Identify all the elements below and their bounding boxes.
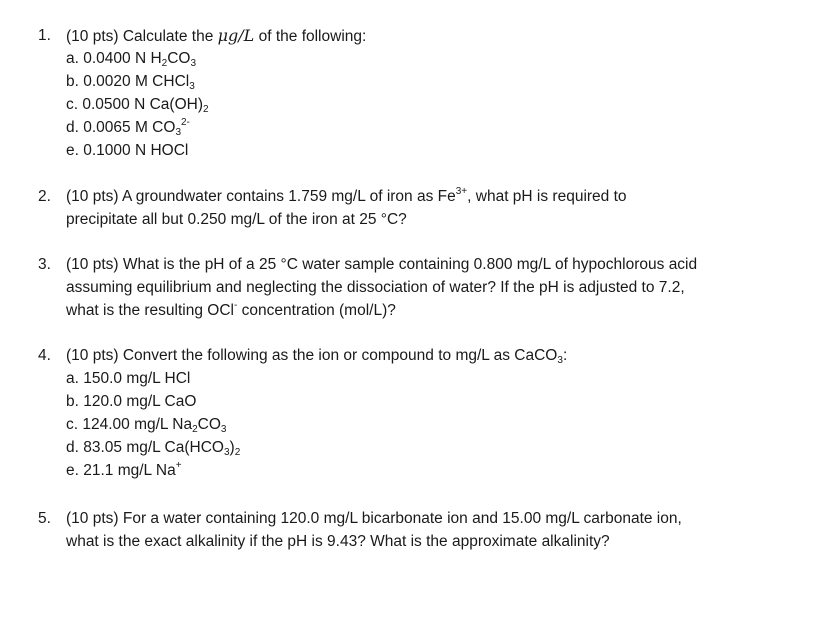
question-text: what is the exact alkalinity if the pH is 9.43? What is the approximate alkalinity? xyxy=(66,533,610,550)
question-text: (10 pts) What is the pH of a 25 °C water sample containing 0.800 mg/L of hypochlorous acid xyxy=(66,256,698,273)
question-2 xyxy=(38,185,798,231)
list-item: e. 0.1000 N HOCl xyxy=(66,142,189,159)
question-text: (10 pts) For a water containing 120.0 mg/L bicarbonate ion and 15.00 mg/L carbonate ion, xyxy=(66,510,682,527)
list-item: a. 150.0 mg/L HCl xyxy=(66,370,191,387)
question-3 xyxy=(38,253,798,322)
question-4 xyxy=(38,344,798,482)
question-text: what is the resulting OCl- concentration (mol/L)? xyxy=(66,300,396,319)
question-number: 2. xyxy=(38,188,51,205)
question-number: 1. xyxy=(38,27,51,44)
unit-math: μg/L xyxy=(217,26,255,45)
list-item: c. 124.00 mg/L $Na_2CO_3$ xyxy=(66,416,227,435)
list-item: e. 21.1 mg/L Na+ xyxy=(66,460,182,479)
list-item: a. 0.0400 N $H_2CO_3$ xyxy=(66,50,197,69)
list-item: b. 0.0020 M CHCl$_3$ xyxy=(66,73,195,92)
list-item: b. 120.0 mg/L CaO xyxy=(66,393,197,410)
list-item: c. 0.0500 N $Ca(OH)_2$ xyxy=(66,96,209,115)
list-item: d. 83.05 mg/L $Ca(HCO_3)_2$ xyxy=(66,439,241,458)
list-item: d. 0.0065 M $CO_3^{2-}$ xyxy=(66,117,190,138)
question-text: precipitate all but 0.250 mg/L of the iron at 25 °C? xyxy=(66,211,407,228)
question-5 xyxy=(38,507,798,553)
question-number: 5. xyxy=(38,510,51,527)
question-number: 3. xyxy=(38,256,51,273)
question-text: (10 pts) A groundwater contains 1.759 mg/L of iron as $Fe^{3+}$, what pH is required to xyxy=(66,186,627,205)
question-1 xyxy=(38,24,798,162)
question-number: 4. xyxy=(38,347,51,364)
question-text: assuming equilibrium and neglecting the dissociation of water? If the pH is adjusted to 7.2, xyxy=(66,279,685,296)
question-stem: (10 pts) Calculate the μg/L of the following: xyxy=(66,26,367,45)
question-stem: (10 pts) Convert the following as the ion or compound to mg/L as CaCO$_3$: xyxy=(66,347,568,366)
